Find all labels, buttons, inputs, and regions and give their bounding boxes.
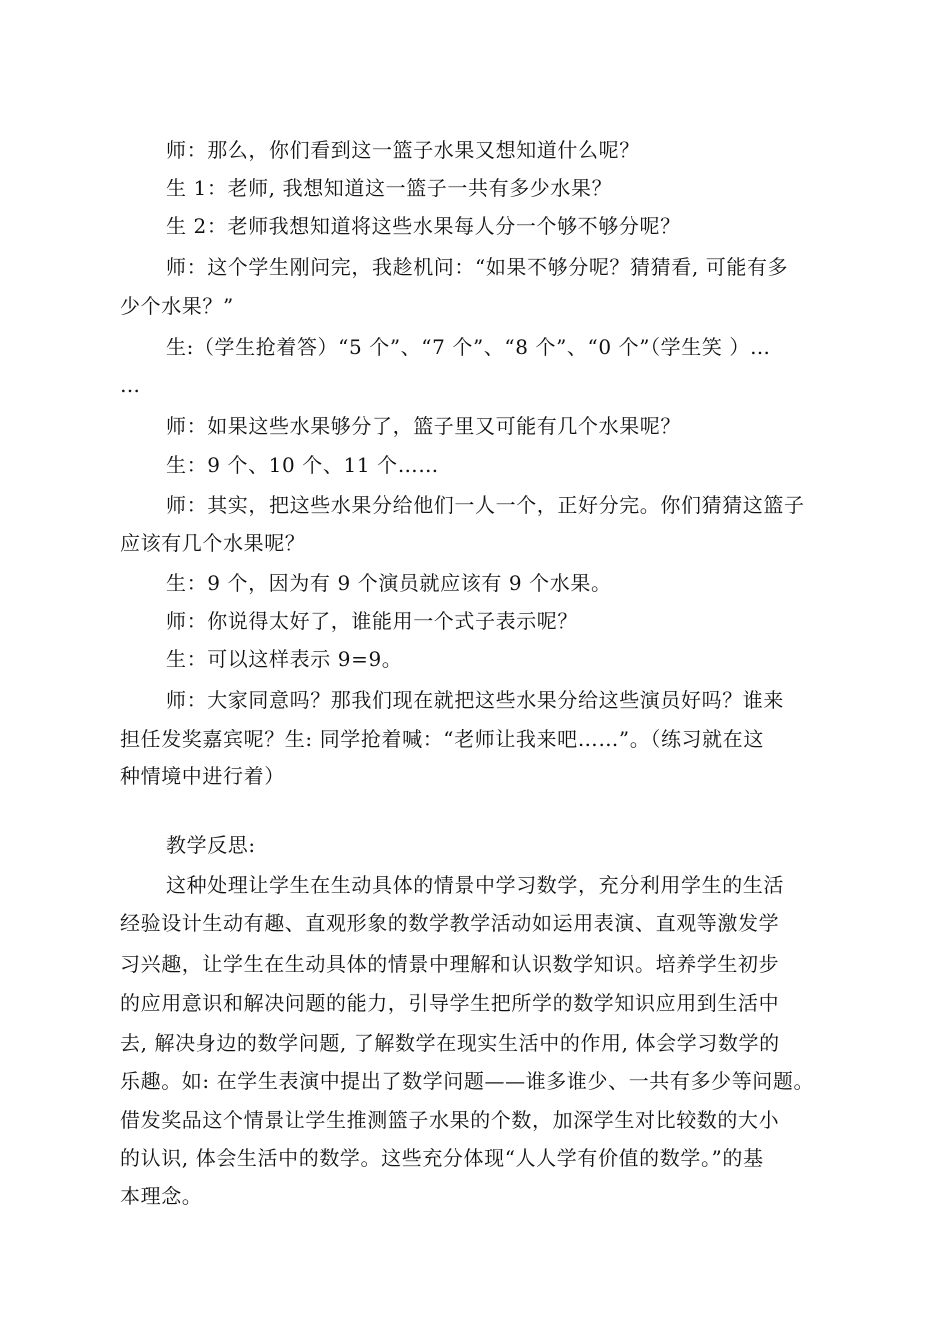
dialogue-line: 担任发奖嘉宾呢？生: 同学抢着喊：“老师让我来吧……”。（练习就在这 (120, 727, 764, 751)
reflection-line: 本理念。 (120, 1184, 203, 1208)
dialogue-line: 师：大家同意吗？那我们现在就把这些水果分给这些演员好吗？谁来 (166, 688, 784, 712)
dialogue-line: 生 1：老师, 我想知道这一篮子一共有多少水果？ (166, 176, 613, 200)
reflection-line: 的认识, 体会生活中的数学。这些充分体现“人人学有价值的数学。”的基 (120, 1146, 764, 1170)
dialogue-line: 应该有几个水果呢？ (120, 531, 306, 555)
dialogue-line: 生：可以这样表示 9=9。 (166, 647, 403, 671)
reflection-line: 借发奖品这个情景让学生推测篮子水果的个数，加深学生对比较数的大小 (120, 1108, 780, 1132)
dialogue-line: 师：那么，你们看到这一篮子水果又想知道什么呢？ (166, 138, 640, 162)
reflection-line: 经验设计生动有趣、直观形象的数学教学活动如运用表演、直观等激发学 (120, 911, 780, 935)
dialogue-line: 生：9 个，因为有 9 个演员就应该有 9 个水果。 (166, 571, 612, 595)
reflection-line: 习兴趣，让学生在生动具体的情景中理解和认识数学知识。培养学生初步 (120, 952, 780, 976)
reflection-heading: 教学反思: (166, 833, 256, 857)
dialogue-line: 师：这个学生刚问完，我趁机问：“如果不够分呢？猜猜看, 可能有多 (166, 255, 789, 279)
reflection-line: 的应用意识和解决问题的能力，引导学生把所学的数学知识应用到生活中 (120, 991, 780, 1015)
dialogue-line: 生:（学生抢着答）“5 个”、“7 个”、“8 个”、“0 个”（学生笑 ）… (166, 335, 771, 359)
dialogue-line: 师：你说得太好了，谁能用一个式子表示呢？ (166, 609, 578, 633)
dialogue-line: 师：如果这些水果够分了，篮子里又可能有几个水果呢？ (166, 414, 681, 438)
dialogue-line: 少个水果？” (120, 294, 234, 318)
dialogue-line: … (120, 373, 141, 397)
reflection-line: 这种处理让学生在生动具体的情景中学习数学，充分利用学生的生活 (166, 873, 784, 897)
reflection-line: 去, 解决身边的数学问题, 了解数学在现实生活中的作用, 体会学习数学的 (120, 1031, 780, 1055)
dialogue-line: 师：其实，把这些水果分给他们一人一个，正好分完。你们猜猜这篮子 (166, 493, 805, 517)
dialogue-line: 生：9 个、10 个、11 个…… (166, 453, 439, 477)
dialogue-line: 种情境中进行着） (120, 764, 285, 788)
dialogue-line: 生 2：老师我想知道将这些水果每人分一个够不够分呢？ (166, 214, 681, 238)
reflection-line: 乐趣。如: 在学生表演中提出了数学问题——谁多谁少、一共有多少等问题。 (120, 1069, 815, 1093)
